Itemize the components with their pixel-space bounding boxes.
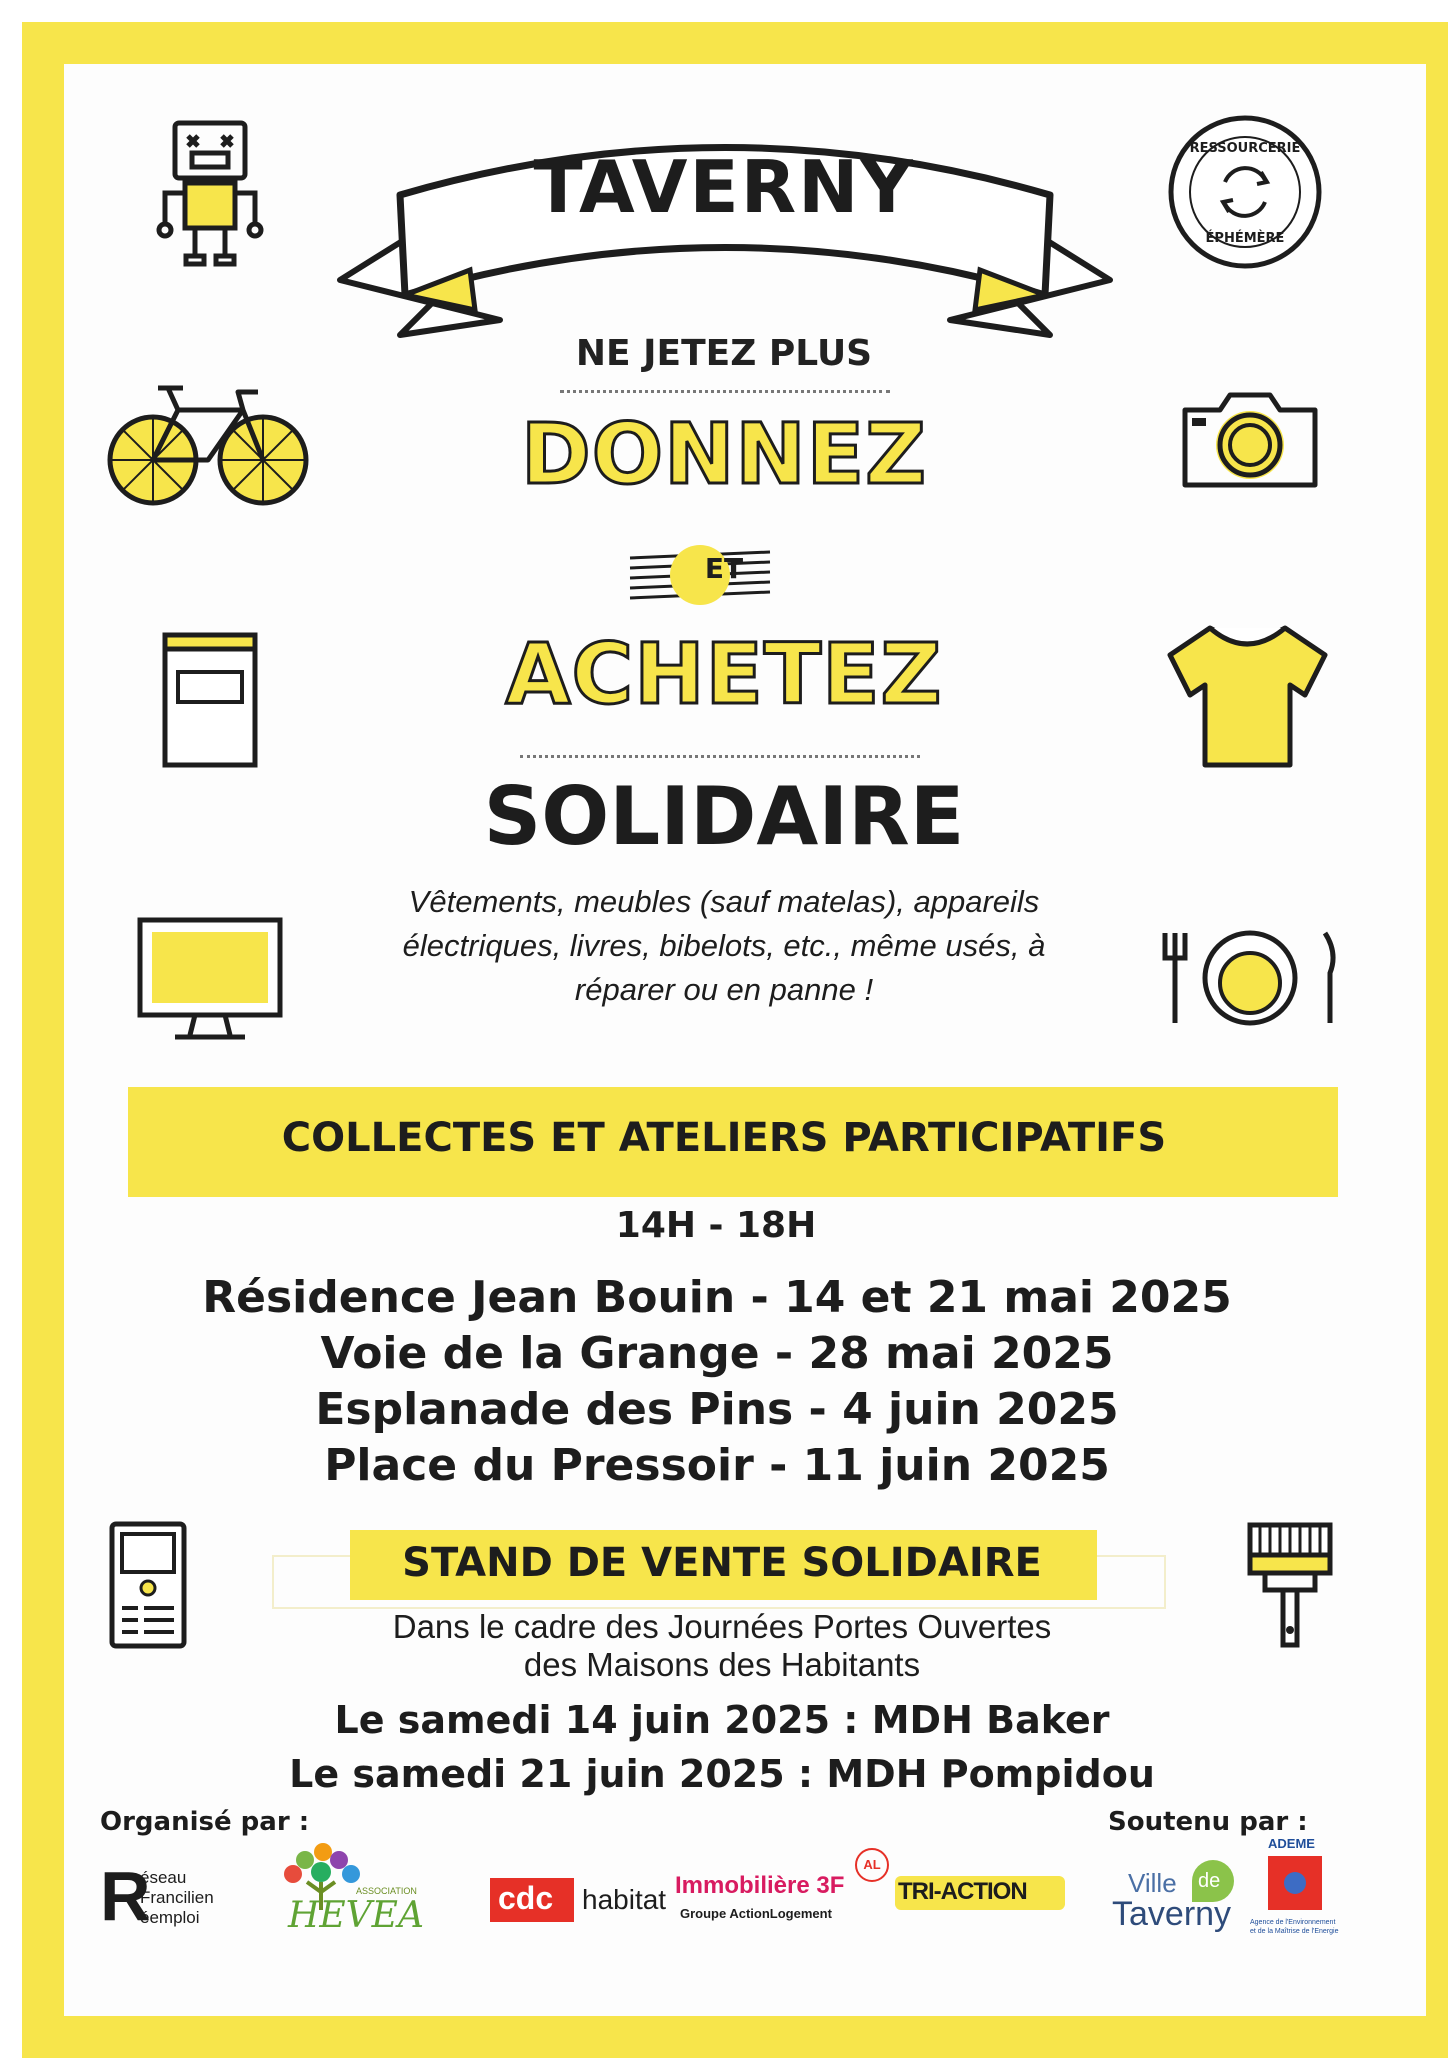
- hevea-name: HEVEA: [288, 1895, 424, 1936]
- ademe-subtext: [1250, 1918, 1360, 1936]
- refer-line: éseau: [140, 1868, 187, 1887]
- camera-icon: [1180, 390, 1320, 490]
- book-icon: [160, 630, 260, 770]
- ademe-sub-line: Agence de l'Environnement: [1250, 1919, 1336, 1926]
- schedule-item: Esplanade des Pins - 4 juin 2025: [315, 1384, 1119, 1435]
- cdc-logo-text: cdc: [498, 1880, 554, 1916]
- vente-date-item: Le samedi 21 juin 2025 : MDH Pompidou: [289, 1752, 1155, 1796]
- kicker: NE JETEZ PLUS: [575, 333, 873, 374]
- schedule-item: Voie de la Grange - 28 mai 2025: [320, 1328, 1114, 1379]
- description-line: Vêtements, meubles (sauf matelas), appareils: [408, 884, 1040, 919]
- collectes-hours: 14H - 18H: [615, 1205, 817, 1246]
- ademe-sub-line: et de la Maîtrise de l'Energie: [1250, 1928, 1339, 1935]
- triaction-logo-text: TRI-ACTION: [898, 1878, 1027, 1905]
- refer-letter: R: [100, 1857, 151, 1935]
- ademe-title: ADEME: [1268, 1836, 1315, 1851]
- refer-logo: [100, 1857, 240, 1942]
- i3f-badge: AL: [855, 1848, 889, 1882]
- description-line: réparer ou en panne !: [574, 972, 874, 1007]
- bicycle-icon: [108, 380, 308, 510]
- headline-solidaire: SOLIDAIRE: [483, 770, 965, 863]
- hevea-assoc: ASSOCIATION: [356, 1886, 417, 1896]
- i3f-subtext: Groupe ActionLogement: [680, 1906, 832, 1921]
- vente-date-item: Le samedi 14 juin 2025 : MDH Baker: [334, 1698, 1110, 1742]
- ressourcerie-stamp-icon: [1165, 112, 1325, 272]
- schedule-item: Résidence Jean Bouin - 14 et 21 mai 2025: [202, 1272, 1232, 1323]
- banner-title: TAVERNY: [533, 145, 915, 229]
- et-label: ET: [704, 552, 744, 585]
- robot-icon: [150, 118, 270, 268]
- refer-line: éemploi: [140, 1908, 200, 1927]
- description-line: électriques, livres, bibelots, etc., même usés, à: [402, 928, 1046, 963]
- ville-top-text: Ville: [1128, 1868, 1177, 1898]
- ville-name-text: Taverny: [1112, 1895, 1232, 1933]
- schedule-item: Place du Pressoir - 11 juin 2025: [324, 1440, 1110, 1491]
- ville-de-text: de: [1198, 1870, 1221, 1892]
- vente-subtitle-line: des Maisons des Habitants: [523, 1646, 921, 1683]
- stamp-text-bottom: ÉPHÉMÈRE: [1205, 231, 1285, 246]
- ademe-globe-icon: [1284, 1872, 1306, 1894]
- divider: [520, 755, 920, 758]
- divider: [560, 390, 890, 393]
- vente-subtitle-line: Dans le cadre des Journées Portes Ouvertes: [392, 1608, 1052, 1645]
- plate-cutlery-icon: [1160, 928, 1340, 1028]
- organised-by-label: Organisé par :: [100, 1807, 310, 1837]
- vente-dates: [0, 1693, 1446, 1801]
- headline-give: DONNEZ: [520, 405, 928, 503]
- headline-buy: ACHETEZ: [505, 625, 943, 723]
- vente-heading: STAND DE VENTE SOLIDAIRE: [402, 1540, 1042, 1586]
- supported-by-label: Soutenu par :: [1108, 1807, 1308, 1837]
- cdc-habitat-text: habitat: [582, 1884, 667, 1915]
- vente-subtitle: [0, 1608, 1446, 1684]
- i3f-logo-text: Immobilière 3F: [675, 1872, 845, 1899]
- refer-line: Francilien: [140, 1888, 214, 1907]
- tshirt-icon: [1165, 620, 1330, 770]
- collectes-schedule: [0, 1270, 1441, 1494]
- monitor-icon: [135, 915, 285, 1045]
- collectes-heading: COLLECTES ET ATELIERS PARTICIPATIFS: [281, 1115, 1167, 1161]
- stamp-text-top: RESSOURCERIE: [1189, 141, 1301, 156]
